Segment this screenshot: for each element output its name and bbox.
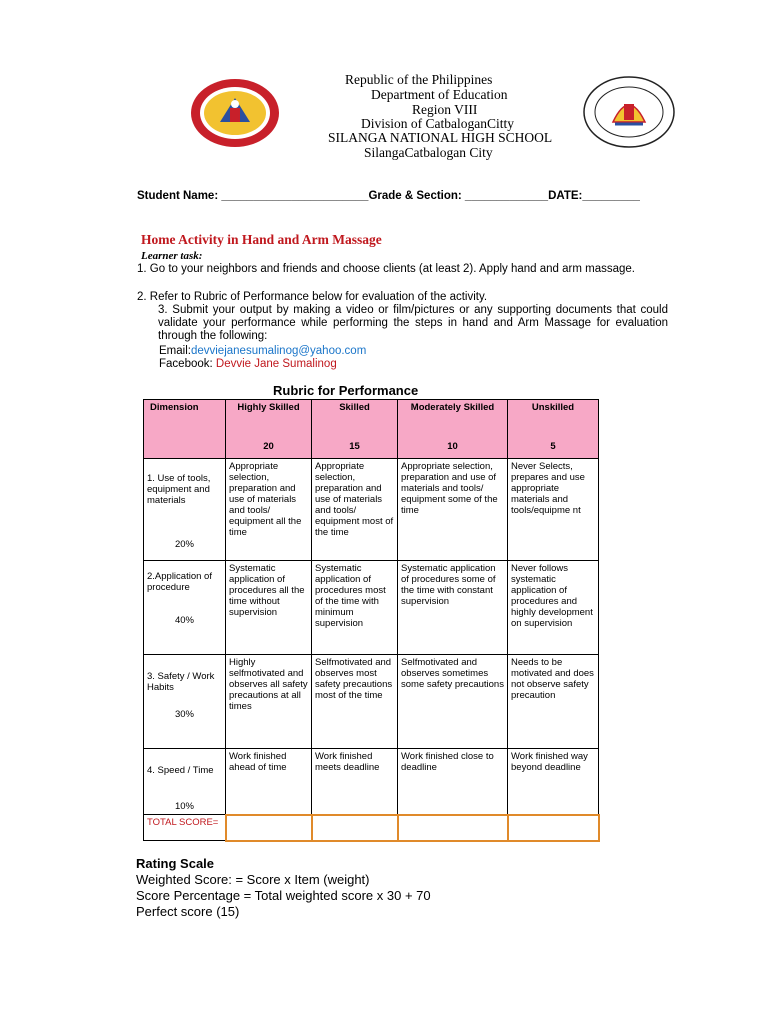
column-header-moderately-skilled: Moderately Skilled 10 — [398, 400, 508, 459]
task-item-3: 3. Submit your output by making a video or film/pictures or any supporting documents that could validate your performance while performing the steps in hand and Arm Massage for evaluation through the following: — [158, 304, 668, 342]
rating-weighted-score: Weighted Score: = Score x Item (weight) — [136, 872, 370, 887]
deped-seal-logo — [190, 78, 280, 148]
table-cell: Appropriate selection, preparation and use of materials and tools/ equipment some of the time — [398, 459, 508, 561]
table-cell: Needs to be motivated and does not observe safety precaution — [508, 655, 599, 749]
column-header-dimension: Dimension — [144, 400, 226, 459]
task-item-1: 1. Go to your neighbors and friends and choose clients (at least 2). Apply hand and arm massage. — [137, 263, 635, 275]
learner-task-label: Learner task: — [141, 250, 203, 262]
table-cell: Appropriate selection, preparation and use of materials and tools/ equipment all the time — [226, 459, 312, 561]
points-moderately-skilled: 10 — [447, 441, 458, 452]
table-cell: Highly selfmotivated and observes all safety precautions at all times — [226, 655, 312, 749]
table-cell: Work finished meets deadline — [312, 749, 398, 815]
table-cell: Selfmotivated and observes sometimes some safety precautions — [398, 655, 508, 749]
total-score-input-skilled[interactable] — [312, 815, 398, 841]
header-line-school: SILANGA NATIONAL HIGH SCHOOL — [328, 130, 553, 145]
total-score-row — [144, 815, 599, 841]
table-cell: Work finished close to deadline — [398, 749, 508, 815]
table-cell: Work finished way beyond deadline — [508, 749, 599, 815]
email-link[interactable]: devviejanesumalinog@yahoo.com — [190, 345, 367, 357]
table-row — [144, 749, 599, 815]
header-line-city: SilangaCatbalogan City — [364, 145, 493, 160]
table-cell: Appropriate selection, preparation and use of materials and tools/ equipment most of the time — [312, 459, 398, 561]
total-score-input-unskilled[interactable] — [508, 815, 599, 841]
header-line-department: Department of Education — [371, 87, 508, 102]
total-score-input-highly-skilled[interactable] — [226, 815, 312, 841]
rubric-title: Rubric for Performance — [273, 383, 419, 398]
table-cell: Never follows systematic application of procedures and highly development on supervision — [508, 561, 599, 655]
table-cell: Selfmotivated and observes most safety precautions most of the time — [312, 655, 398, 749]
rubric-header-row — [144, 400, 599, 459]
table-row — [144, 561, 599, 655]
table-cell: Systematic application of procedures some of the time with constant supervision — [398, 561, 508, 655]
task-item-2: 2. Refer to Rubric of Performance below for evaluation of the activity. — [137, 291, 488, 303]
column-header-highly-skilled: Highly Skilled 20 — [226, 400, 312, 459]
header-line-republic: Republic of the Philippines — [345, 72, 493, 87]
facebook-name: Devvie Jane Sumalinog — [215, 358, 337, 370]
column-header-skilled: Skilled 15 — [312, 400, 398, 459]
email-line — [159, 345, 366, 357]
column-header-unskilled: Unskilled 5 — [508, 400, 599, 459]
school-seal-logo — [583, 76, 675, 148]
total-score-input-moderately-skilled[interactable] — [398, 815, 508, 841]
email-label: Email: — [159, 345, 191, 357]
student-info-line: Student Name: _______________________Grade & Section: _____________DATE:_________ — [137, 190, 640, 202]
row-weight: 40% — [174, 615, 194, 626]
total-score-label: TOTAL SCORE= — [144, 815, 226, 841]
table-row — [144, 655, 599, 749]
points-skilled: 15 — [349, 441, 360, 452]
table-row — [144, 459, 599, 561]
row-dimension: 3. Safety / Work Habits 30% — [144, 655, 226, 749]
row-weight: 10% — [174, 801, 194, 812]
points-highly-skilled: 20 — [263, 441, 274, 452]
facebook-line — [159, 358, 337, 370]
points-unskilled: 5 — [550, 441, 556, 452]
header-line-region: Region VIII — [412, 102, 478, 117]
row-dimension: 4. Speed / Time 10% — [144, 749, 226, 815]
header-line-division: Division of CatbaloganCitty — [361, 116, 514, 131]
rating-score-percentage: Score Percentage = Total weighted score x 30 + 70 — [136, 888, 431, 903]
table-cell: Systematic application of procedures most of the time with minimum supervision — [312, 561, 398, 655]
row-dimension: 1. Use of tools, equipment and materials 20% — [144, 459, 226, 561]
table-cell: Systematic application of procedures all the time without supervision — [226, 561, 312, 655]
rating-scale-title: Rating Scale — [136, 856, 215, 871]
row-weight: 20% — [174, 539, 194, 550]
facebook-label: Facebook: — [159, 358, 216, 370]
activity-title: Home Activity in Hand and Arm Massage — [141, 232, 382, 247]
rating-perfect-score: Perfect score (15) — [136, 904, 240, 919]
row-weight: 30% — [174, 709, 194, 720]
row-dimension: 2.Application of procedure 40% — [144, 561, 226, 655]
table-cell: Work finished ahead of time — [226, 749, 312, 815]
table-cell: Never Selects, prepares and use appropriate materials and tools/equipme nt — [508, 459, 599, 561]
rubric-table — [143, 399, 600, 842]
